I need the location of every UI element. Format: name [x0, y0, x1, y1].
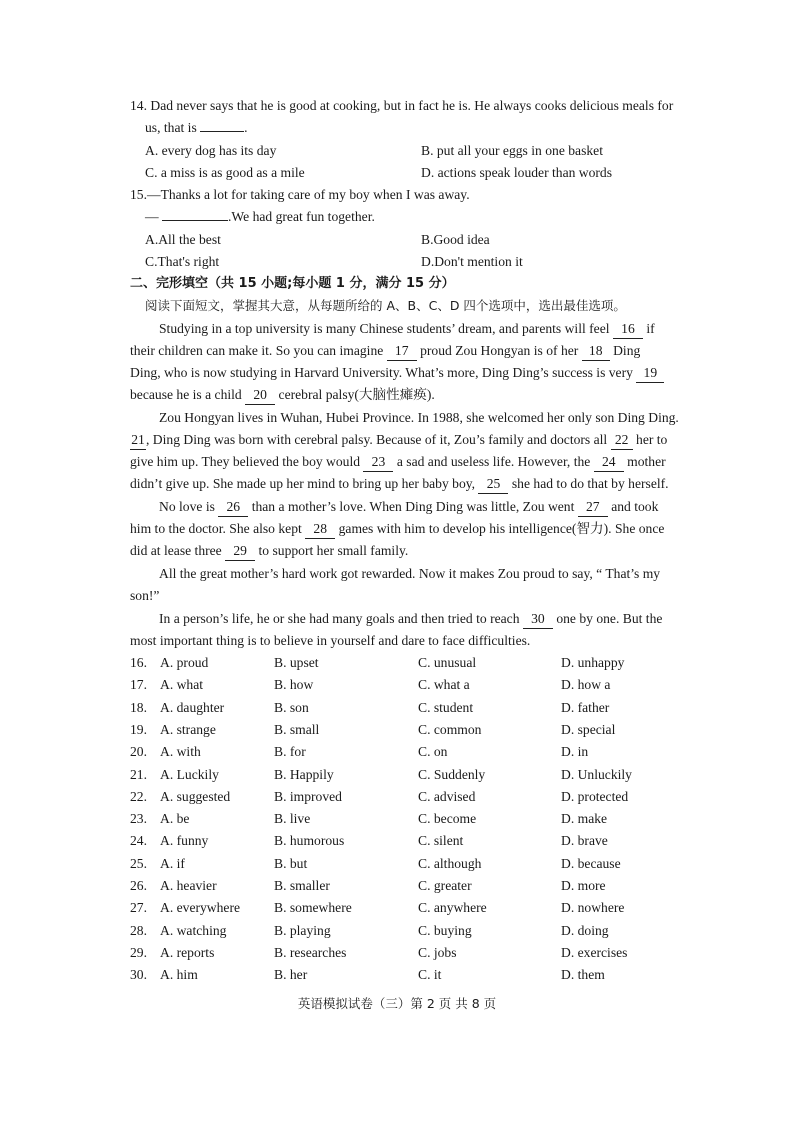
option-b: B. her — [274, 967, 308, 982]
cloze-blank-20: 20 — [245, 385, 275, 405]
option-c: C. buying — [418, 923, 472, 938]
option-number: 27. — [130, 900, 147, 915]
cloze-blank-17: 17 — [387, 341, 417, 361]
option-c: C. common — [418, 722, 482, 737]
option-c: C. silent — [418, 833, 464, 848]
cloze-option-row — [0, 830, 794, 852]
cloze-option-row — [0, 719, 794, 741]
option-d: D. more — [561, 878, 606, 893]
option-number: 18. — [130, 700, 147, 715]
passage-text: games with him to develop his intelligence(智力). She once — [338, 521, 665, 536]
cloze-option-row — [0, 853, 794, 875]
passage-p1-line2 — [130, 340, 640, 362]
cloze-blank-30: 30 — [523, 609, 553, 629]
option-a: A. suggested — [160, 789, 231, 804]
cloze-option-row — [0, 964, 794, 986]
option-number: 21. — [130, 767, 147, 782]
option-a: A. funny — [160, 833, 209, 848]
option-b: B. smaller — [274, 878, 330, 893]
passage-text: him to the doctor. She also kept — [130, 521, 302, 536]
option-c: C. advised — [418, 789, 476, 804]
q14-option-c: C. a miss is as good as a mile — [145, 165, 305, 180]
cloze-option-row — [0, 920, 794, 942]
passage-text: one by one. But the — [556, 611, 663, 626]
q14-stem-end: . — [244, 120, 248, 135]
option-b: B. improved — [274, 789, 342, 804]
option-d: D. special — [561, 722, 616, 737]
option-c: C. jobs — [418, 945, 457, 960]
option-d: D. protected — [561, 789, 629, 804]
passage-p4-line2: son!” — [130, 588, 160, 603]
cloze-blank-21: 21 — [130, 430, 146, 450]
passage-p3-line1 — [159, 496, 658, 518]
cloze-blank-23: 23 — [363, 452, 393, 472]
passage-text: than a mother’s love. When Ding Ding was little, Zou went — [251, 499, 575, 514]
passage-text: a sad and useless life. However, the — [396, 454, 591, 469]
q15-stem-line1: 15.—Thanks a lot for taking care of my boy when I was away. — [130, 187, 470, 202]
option-c: C. it — [418, 967, 442, 982]
q14-stem-line2 — [145, 117, 248, 139]
option-number: 24. — [130, 833, 147, 848]
option-a: A. Luckily — [160, 767, 219, 782]
option-number: 23. — [130, 811, 147, 826]
option-a: A. what — [160, 677, 204, 692]
option-number: 29. — [130, 945, 147, 960]
q14-option-a: A. every dog has its day — [145, 143, 277, 158]
passage-text: her to — [636, 432, 668, 447]
option-d: D. how a — [561, 677, 611, 692]
option-number: 22. — [130, 789, 147, 804]
q14-stem-text: us, that is — [145, 120, 197, 135]
option-c: C. unusual — [418, 655, 477, 670]
option-a: A. proud — [160, 655, 209, 670]
option-number: 25. — [130, 856, 147, 871]
option-d: D. nowhere — [561, 900, 625, 915]
option-number: 30. — [130, 967, 147, 982]
q15-option-c: C.That's right — [145, 254, 220, 269]
q14-option-b: B. put all your eggs in one basket — [421, 143, 603, 158]
passage-text: In a person’s life, he or she had many goals and then tried to reach — [159, 611, 520, 626]
q14-answer-blank — [200, 131, 244, 132]
option-b: B. researches — [274, 945, 347, 960]
passage-p1-line3 — [130, 362, 664, 384]
option-d: D. exercises — [561, 945, 628, 960]
cloze-blank-28: 28 — [305, 519, 335, 539]
option-number: 20. — [130, 744, 147, 759]
q15-dash: — — [145, 209, 159, 224]
option-c: C. what a — [418, 677, 470, 692]
passage-p5-line2: most important thing is to believe in yourself and dare to face difficulties. — [130, 633, 531, 648]
cloze-option-row — [0, 674, 794, 696]
option-b: B. upset — [274, 655, 319, 670]
option-d: D. in — [561, 744, 589, 759]
passage-text: did at lease three — [130, 543, 222, 558]
q15-stem-end: .We had great fun together. — [228, 209, 375, 224]
cloze-option-row — [0, 764, 794, 786]
option-a: A. if — [160, 856, 185, 871]
option-d: D. father — [561, 700, 610, 715]
option-c: C. student — [418, 700, 474, 715]
cloze-option-row — [0, 808, 794, 830]
option-b: B. how — [274, 677, 314, 692]
section2-title: 二、完形填空（共 15 小题;每小题 1 分，满分 15 分） — [130, 276, 455, 291]
passage-text: if — [646, 321, 655, 336]
passage-p2-line2 — [130, 429, 667, 451]
cloze-option-row — [0, 786, 794, 808]
option-number: 28. — [130, 923, 147, 938]
passage-text: their children can make it. So you can imagine — [130, 343, 384, 358]
option-a: A. heavier — [160, 878, 217, 893]
passage-text: she had to do that by herself. — [511, 476, 669, 491]
passage-p1-line4 — [130, 384, 435, 406]
section2-instruction: 阅读下面短文，掌握其大意，从每题所给的 A、B、C、D 四个选项中，选出最佳选项。 — [145, 298, 626, 313]
option-number: 17. — [130, 677, 147, 692]
passage-p2-line3 — [130, 451, 666, 473]
passage-text: , Ding Ding was born with cerebral palsy. Because of it, Zou’s family and doctors all — [146, 432, 608, 447]
option-a: A. be — [160, 811, 190, 826]
option-b: B. playing — [274, 923, 331, 938]
passage-text: cerebral palsy(大脑性瘫痪). — [278, 387, 435, 402]
option-a: A. with — [160, 744, 201, 759]
option-number: 26. — [130, 878, 147, 893]
cloze-option-row — [0, 652, 794, 674]
option-b: B. but — [274, 856, 308, 871]
option-d: D. unhappy — [561, 655, 625, 670]
cloze-blank-22: 22 — [611, 430, 633, 450]
option-c: C. on — [418, 744, 448, 759]
passage-text: Studying in a top university is many Chinese students’ dream, and parents will feel — [159, 321, 610, 336]
passage-text: to support her small family. — [258, 543, 409, 558]
option-d: D. doing — [561, 923, 609, 938]
cloze-blank-19: 19 — [636, 363, 664, 383]
passage-text: proud Zou Hongyan is of her — [420, 343, 579, 358]
cloze-blank-24: 24 — [594, 452, 624, 472]
cloze-option-row — [0, 897, 794, 919]
cloze-blank-29: 29 — [225, 541, 255, 561]
option-c: C. Suddenly — [418, 767, 486, 782]
option-b: B. humorous — [274, 833, 345, 848]
q15-option-d: D.Don't mention it — [421, 254, 523, 269]
passage-p1-line1 — [159, 318, 655, 340]
cloze-blank-18: 18 — [582, 341, 610, 361]
cloze-option-row — [0, 875, 794, 897]
option-a: A. him — [160, 967, 198, 982]
cloze-option-row — [0, 741, 794, 763]
option-d: D. because — [561, 856, 621, 871]
cloze-option-row — [0, 697, 794, 719]
passage-text: No love is — [159, 499, 215, 514]
option-c: C. anywhere — [418, 900, 487, 915]
passage-p4-line1: All the great mother’s hard work got rewarded. Now it makes Zou proud to say, “ That’s my — [159, 566, 661, 581]
option-b: B. live — [274, 811, 311, 826]
option-d: D. make — [561, 811, 608, 826]
q14-stem-line1: 14. Dad never says that he is good at cooking, but in fact he is. He always cooks delicious meals for — [130, 98, 674, 113]
passage-text: Ding — [613, 343, 641, 358]
cloze-blank-27: 27 — [578, 497, 608, 517]
passage-text: and took — [611, 499, 659, 514]
passage-p2-line4 — [130, 473, 669, 495]
passage-text: mother — [627, 454, 666, 469]
option-a: A. watching — [160, 923, 227, 938]
option-a: A. reports — [160, 945, 215, 960]
option-b: B. for — [274, 744, 306, 759]
option-b: B. somewhere — [274, 900, 352, 915]
passage-text: because he is a child — [130, 387, 242, 402]
passage-text: give him up. They believed the boy would — [130, 454, 361, 469]
passage-p3-line2 — [130, 518, 664, 540]
cloze-blank-16: 16 — [613, 319, 643, 339]
page-footer: 英语模拟试卷（三）第 2 页 共 8 页 — [297, 996, 497, 1011]
passage-text: Ding, who is now studying in Harvard University. What’s more, Ding Ding’s success is very — [130, 365, 633, 380]
cloze-blank-26: 26 — [218, 497, 248, 517]
option-a: A. daughter — [160, 700, 225, 715]
option-c: C. greater — [418, 878, 472, 893]
q15-option-a: A.All the best — [145, 232, 221, 247]
option-number: 19. — [130, 722, 147, 737]
option-d: D. brave — [561, 833, 608, 848]
option-b: B. small — [274, 722, 320, 737]
option-a: A. everywhere — [160, 900, 241, 915]
q15-stem-line2 — [145, 206, 375, 228]
q14-option-d: D. actions speak louder than words — [421, 165, 613, 180]
option-d: D. Unluckily — [561, 767, 632, 782]
option-c: C. although — [418, 856, 482, 871]
option-c: C. become — [418, 811, 477, 826]
passage-p2-line1: Zou Hongyan lives in Wuhan, Hubei Province. In 1988, she welcomed her only son Ding Ding. — [159, 410, 679, 425]
option-number: 16. — [130, 655, 147, 670]
option-b: B. son — [274, 700, 309, 715]
q15-answer-blank — [162, 220, 228, 221]
passage-p3-line3 — [130, 540, 408, 562]
option-a: A. strange — [160, 722, 216, 737]
option-d: D. them — [561, 967, 605, 982]
cloze-option-row — [0, 942, 794, 964]
passage-text: didn’t give up. She made up her mind to bring up her baby boy, — [130, 476, 476, 491]
option-b: B. Happily — [274, 767, 334, 782]
passage-p5-line1 — [159, 608, 662, 630]
q15-option-b: B.Good idea — [421, 232, 490, 247]
cloze-blank-25: 25 — [478, 474, 508, 494]
